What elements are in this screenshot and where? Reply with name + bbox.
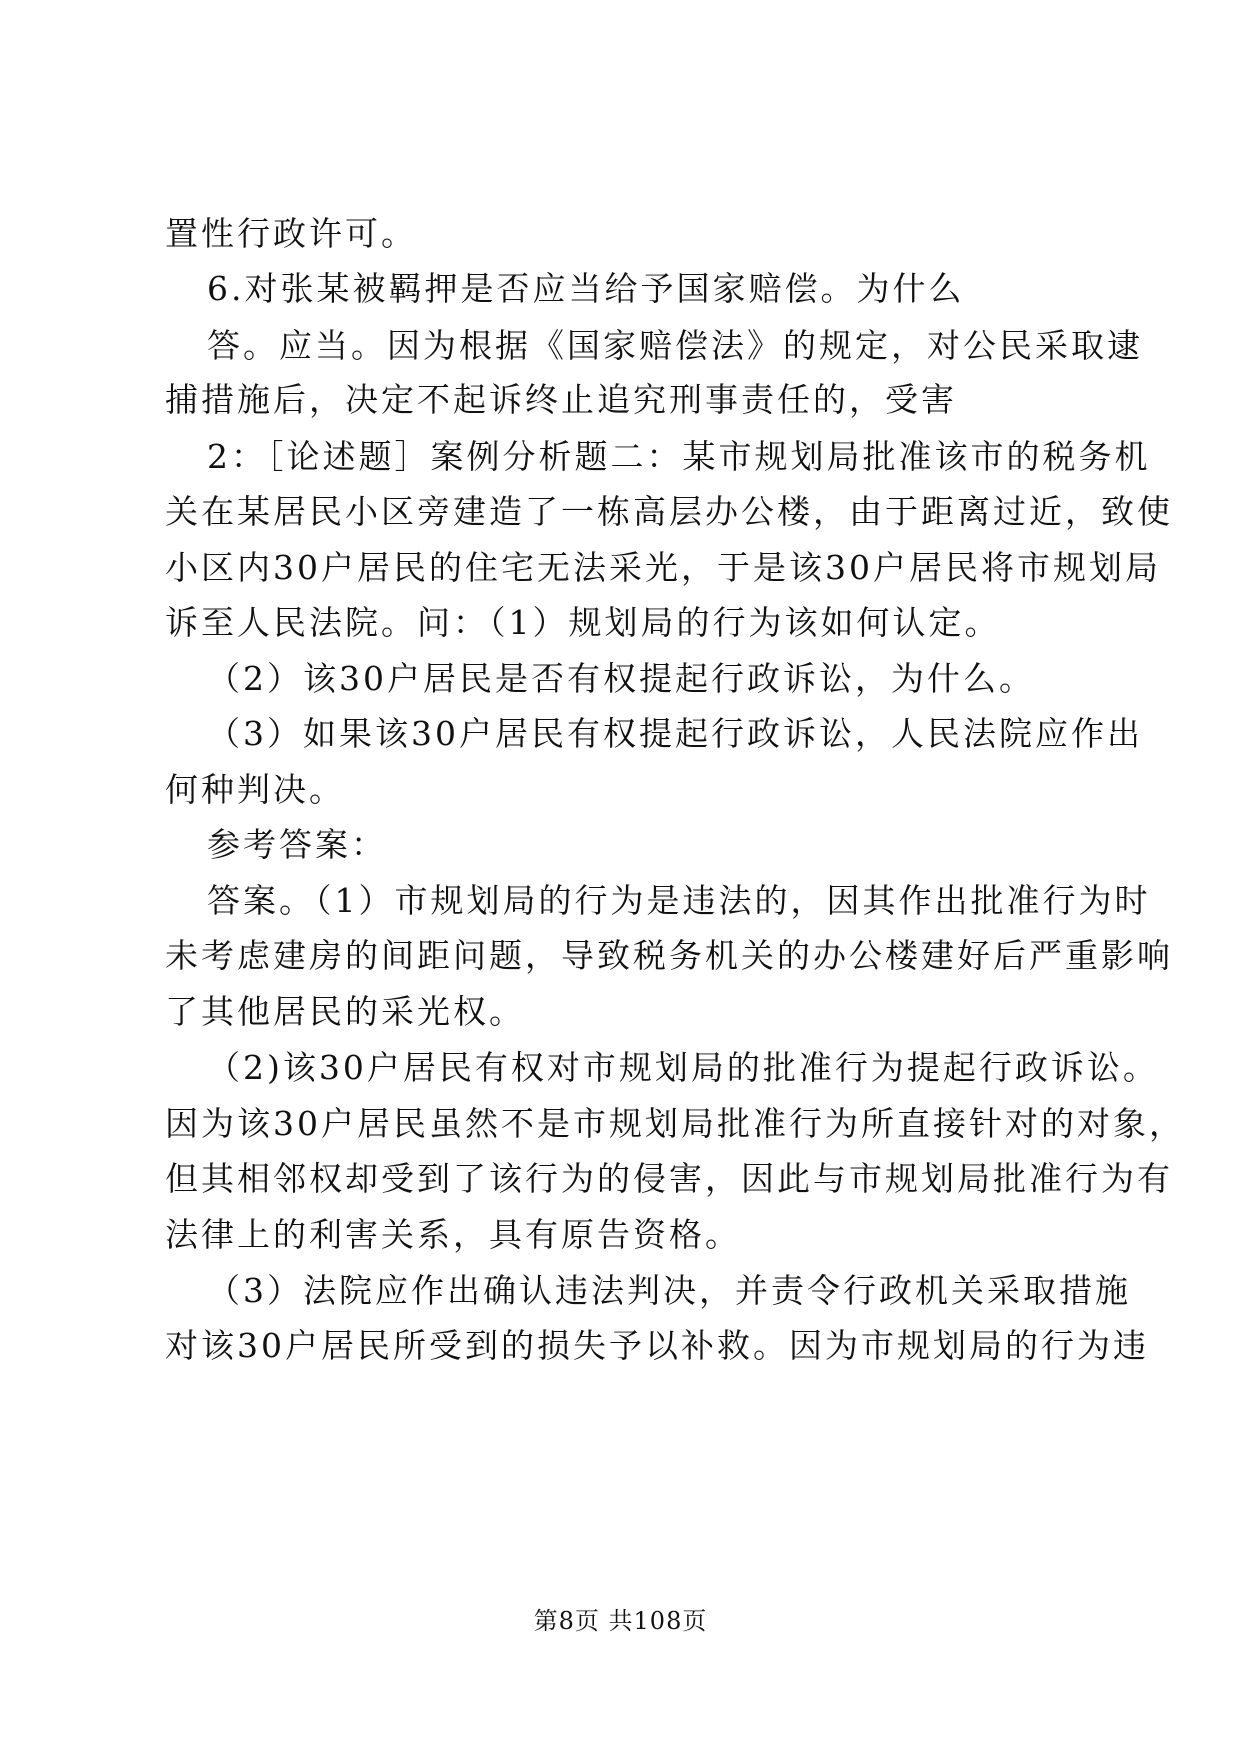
text-line: 置性行政许可。: [165, 214, 417, 253]
answer-2-line-2: 因为该30户居民虽然不是市规划局批准行为所直接针对的对象，: [165, 1104, 1185, 1143]
sub-question-3-line-1: （3）如果该30户居民有权提起行政诉讼，人民法院应作出: [207, 714, 1143, 753]
answer-6-line-1: 答。应当。因为根据《国家赔偿法》的规定，对公民采取逮: [207, 326, 1143, 365]
question-2-line-1: 2：［论述题］案例分析题二：某市规划局批准该市的税务机: [207, 437, 1151, 476]
answer-6-line-2: 捕措施后，决定不起诉终止追究刑事责任的，受害: [165, 380, 957, 419]
question-2-line-2: 关在某居民小区旁建造了一栋高层办公楼，由于距离过近，致使: [165, 492, 1173, 531]
sub-question-3-line-2: 何种判决。: [165, 770, 345, 809]
answer-2-line-1: （2)该30户居民有权对市规划局的批准行为提起行政诉讼。: [207, 1048, 1159, 1087]
answer-2-line-3: 但其相邻权却受到了该行为的侵害，因此与市规划局批准行为有: [165, 1159, 1173, 1198]
answer-2-line-4: 法律上的利害关系，具有原告资格。: [165, 1215, 741, 1254]
page-number-footer: 第8页 共108页: [533, 1607, 708, 1635]
reference-answer-heading: 参考答案：: [207, 825, 387, 864]
answer-3-line-1: （3）法院应作出确认违法判决，并责令行政机关采取措施: [207, 1271, 1131, 1310]
answer-3-line-2: 对该30户居民所受到的损失予以补救。因为市规划局的行为违: [165, 1326, 1149, 1365]
answer-1-line-1: 答案。（1）市规划局的行为是违法的，因其作出批准行为时: [207, 881, 1151, 920]
answer-1-line-2: 未考虑建房的间距问题，导致税务机关的办公楼建好后严重影响: [165, 936, 1173, 975]
sub-question-2: （2）该30户居民是否有权提起行政诉讼，为什么。: [207, 659, 1035, 698]
question-2-line-4: 诉至人民法院。问：（1）规划局的行为该如何认定。: [165, 603, 1001, 642]
answer-1-line-3: 了其他居民的采光权。: [165, 992, 525, 1031]
question-2-line-3: 小区内30户居民的住宅无法采光，于是该30户居民将市规划局: [165, 548, 1161, 587]
question-6: 6.对张某被羁押是否应当给予国家赔偿。为什么: [207, 269, 965, 308]
